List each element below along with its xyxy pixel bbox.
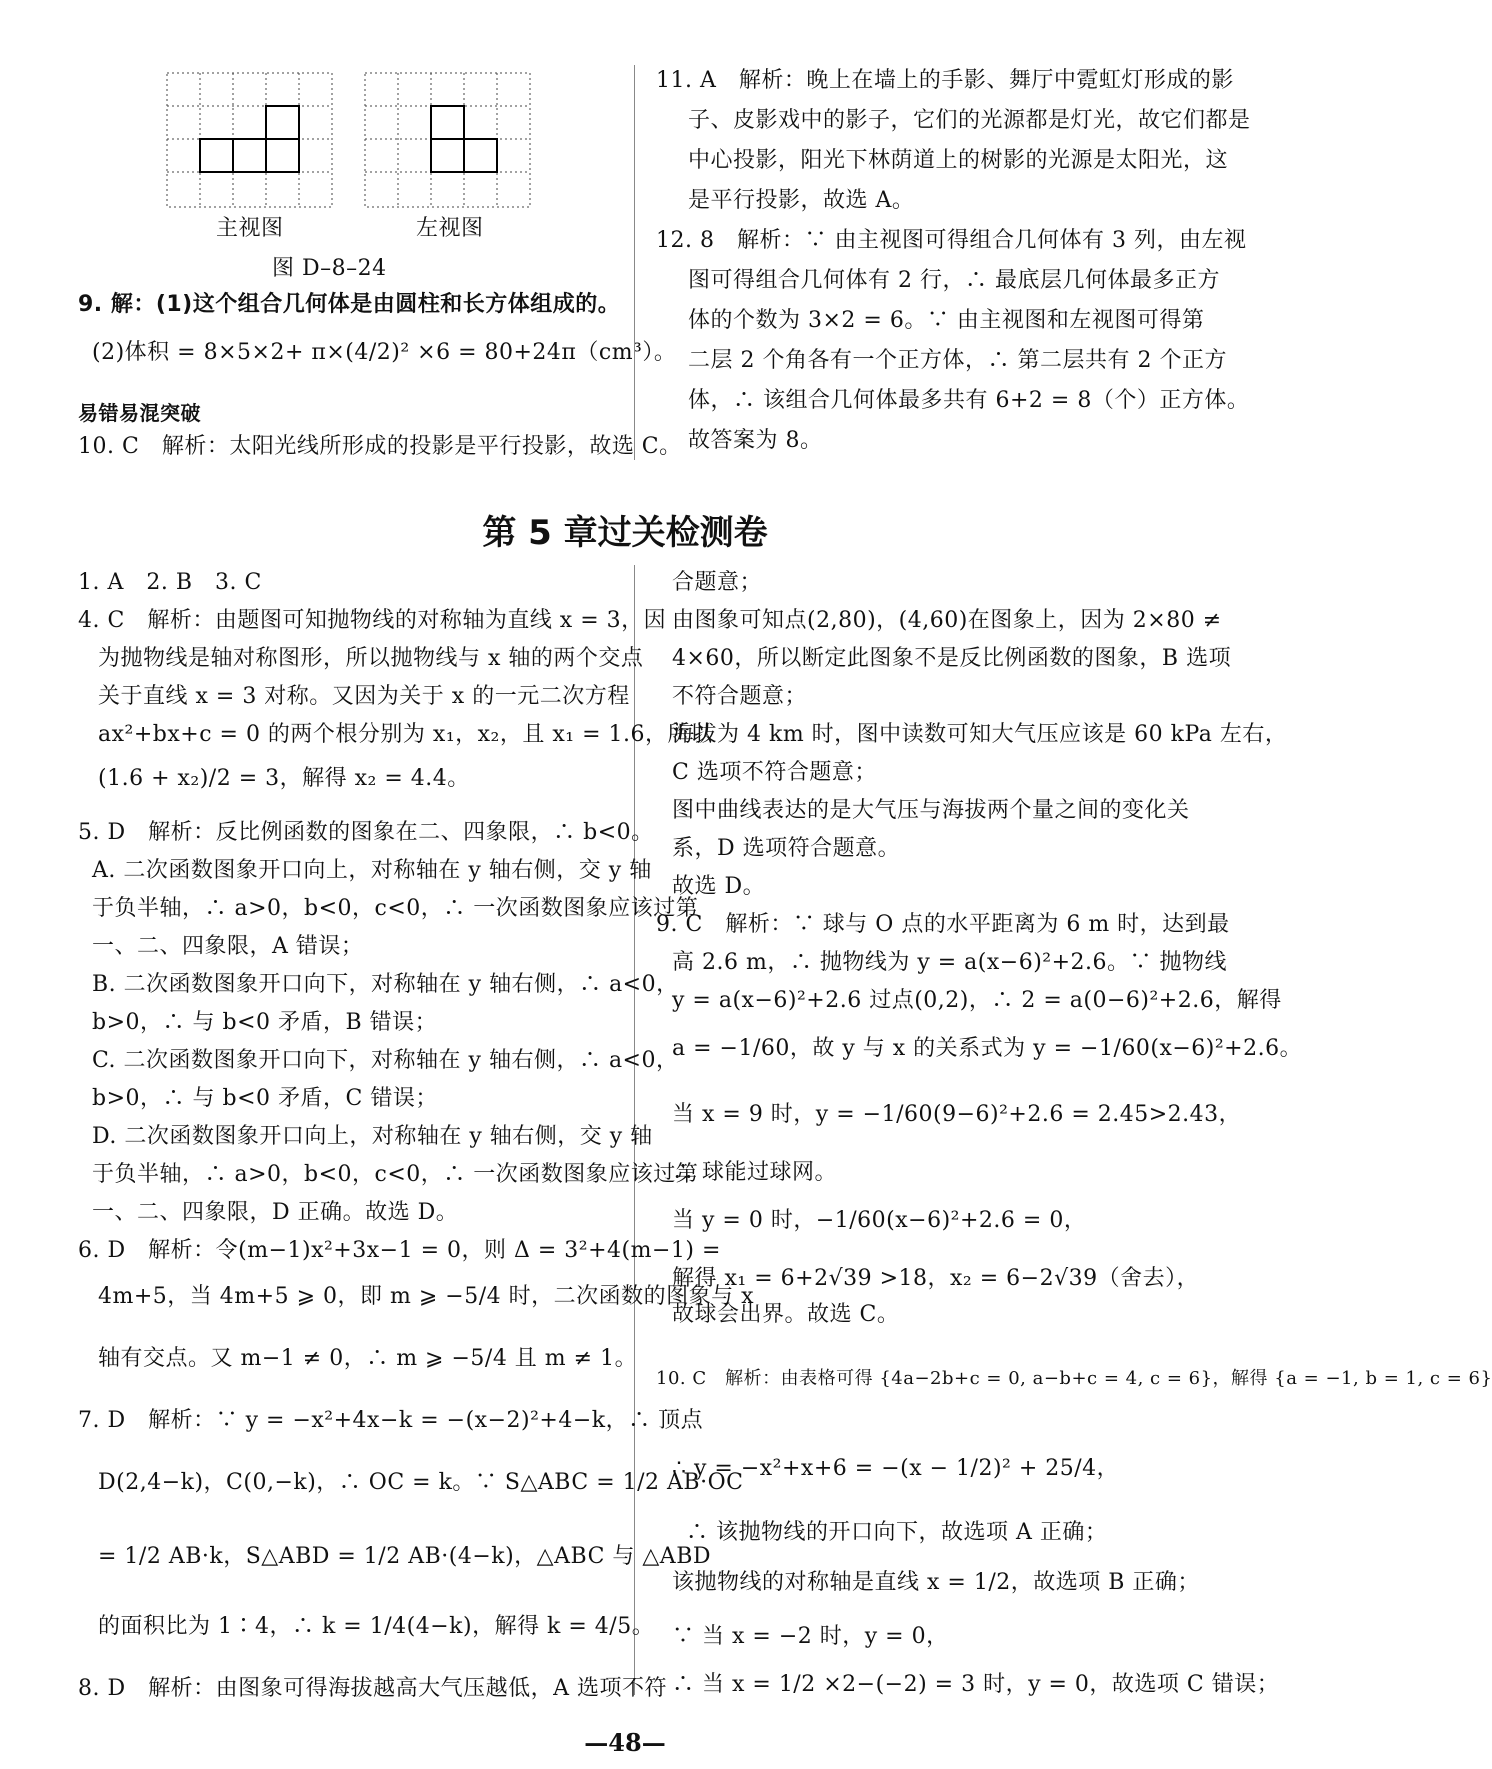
front-view-grid [166,72,336,212]
left-line: D. 二次函数图象开口向上，对称轴在 y 轴右侧，交 y 轴 [92,1124,653,1149]
right-top-line: 子、皮影戏中的影子，它们的光源都是灯光，故它们都是 [688,108,1251,133]
left-line: 一、二、四象限，A 错误； [92,934,364,959]
right-line: 9. C 解析：∵ 球与 O 点的水平距离为 6 m 时，达到最 [656,912,1230,937]
right-line: 解得 x₁ = 6+2√39 >18，x₂ = 6−2√39（舍去）， [672,1266,1200,1291]
right-line: 10. C 解析：由表格可得 {4a−2b+c = 0, a−b+c = 4, c = 6}，解得 {a = −1, b = 1, c = 6} [656,1368,1492,1389]
left-line: 的面积比为 1∶4，∴ k = 1/4(4−k)，解得 k = 4/5。 [98,1614,655,1639]
right-line: ∴ y = −x²+x+6 = −(x − 1/2)² + 25/4， [672,1456,1120,1481]
right-line: ∴ 该抛物线的开口向下，故选项 A 正确； [686,1520,1108,1545]
front-view-label: 主视图 [216,216,284,241]
answer-9-volume: (2)体积 = 8×5×2+ π×(4/2)² ×6 = 80+24π（cm³）。 [92,340,677,365]
right-top-line: 体的个数为 3×2 = 6。∵ 由主视图和左视图可得第 [688,308,1205,333]
left-line: B. 二次函数图象开口向下，对称轴在 y 轴右侧，∴ a<0， [92,972,679,997]
left-line: b>0，∴ 与 b<0 矛盾，B 错误； [92,1010,438,1035]
left-line: 8. D 解析：由图象可得海拔越高大气压越低，A 选项不符 [78,1676,668,1701]
left-view-label: 左视图 [416,216,484,241]
left-line: D(2,4−k)，C(0,−k)，∴ OC = k。∵ S△ABC = 1/2 AB·OC [98,1470,744,1495]
left-line: 4. C 解析：由题图可知抛物线的对称轴为直线 x = 3，因 [78,608,667,633]
right-top-line: 故答案为 8。 [688,428,823,453]
left-line: 关于直线 x = 3 对称。又因为关于 x 的一元二次方程 [98,684,630,709]
right-line: 合题意； [672,570,763,595]
right-line: C 选项不符合题意； [672,760,877,785]
page-number: —48— [584,1728,666,1757]
right-top-line: 12. 8 解析：∵ 由主视图可得组合几何体有 3 列，由左视 [656,228,1247,253]
right-line: 故球会出界。故选 C。 [672,1302,900,1327]
right-line: 当 x = 9 时，y = −1/60(9−6)²+2.6 = 2.45>2.43， [672,1102,1242,1127]
right-top-line: 11. A 解析：晚上在墙上的手影、舞厅中霓虹灯形成的影 [656,68,1234,93]
right-line: 由图象可知点(2,80)，(4,60)在图象上，因为 2×80 ≠ [672,608,1222,633]
left-view-grid [364,72,534,212]
right-line: 高 2.6 m，∴ 抛物线为 y = a(x−6)²+2.6。∵ 抛物线 [672,950,1228,975]
left-line: 7. D 解析：∵ y = −x²+4x−k = −(x−2)²+4−k，∴ 顶点 [78,1408,704,1433]
right-line: 系，D 选项符合题意。 [672,836,901,861]
section-label: 易错易混突破 [78,401,201,425]
right-top-line: 图可得组合几何体有 2 行，∴ 最底层几何体最多正方 [688,268,1220,293]
right-top-line: 是平行投影，故选 A。 [688,188,915,213]
column-divider-top [634,65,635,460]
figure-caption: 图 D–8–24 [272,256,387,281]
right-line: 当 y = 0 时，−1/60(x−6)²+2.6 = 0， [672,1208,1087,1233]
right-line: 4×60，所以断定此图象不是反比例函数的图象，B 选项 [672,646,1232,671]
right-line: 图中曲线表达的是大气压与海拔两个量之间的变化关 [672,798,1190,823]
left-line: 5. D 解析：反比例函数的图象在二、四象限，∴ b<0。 [78,820,654,845]
right-line: 该抛物线的对称轴是直线 x = 1/2，故选项 B 正确； [672,1570,1200,1595]
right-line: a = −1/60，故 y 与 x 的关系式为 y = −1/60(x−6)²+2.6。 [672,1036,1303,1061]
right-line: ∴ 球能过球网。 [672,1160,837,1185]
left-line: C. 二次函数图象开口向下，对称轴在 y 轴右侧，∴ a<0， [92,1048,679,1073]
right-line: 海拔为 4 km 时，图中读数可知大气压应该是 60 kPa 左右， [672,722,1288,747]
left-line: (1.6 + x₂)/2 = 3，解得 x₂ = 4.4。 [98,766,470,791]
left-line: ax²+bx+c = 0 的两个根分别为 x₁，x₂，且 x₁ = 1.6，所以 [98,722,713,747]
left-line: 一、二、四象限，D 正确。故选 D。 [92,1200,459,1225]
left-line: A. 二次函数图象开口向上，对称轴在 y 轴右侧，交 y 轴 [92,858,652,883]
right-line: ∵ 当 x = −2 时，y = 0， [672,1624,949,1649]
left-line: 为抛物线是轴对称图形，所以抛物线与 x 轴的两个交点 [98,646,644,671]
right-line: y = a(x−6)²+2.6 过点(0,2)，∴ 2 = a(0−6)²+2.6，解得 [672,988,1282,1013]
answer-9: 9. 解：(1)这个组合几何体是由圆柱和长方体组成的。 [78,292,621,317]
right-top-line: 体，∴ 该组合几何体最多共有 6+2 = 8（个）正方体。 [688,388,1250,413]
left-line: 于负半轴，∴ a>0，b<0，c<0，∴ 一次函数图象应该过第 [92,1162,699,1187]
left-line: b>0，∴ 与 b<0 矛盾，C 错误； [92,1086,438,1111]
section-title: 第 5 章过关检测卷 [482,513,768,553]
answer-10: 10. C 解析：太阳光线所形成的投影是平行投影，故选 C。 [78,434,682,459]
left-line: = 1/2 AB·k，S△ABD = 1/2 AB·(4−k)，△ABC 与 △ABD [98,1544,711,1569]
right-top-line: 二层 2 个角各有一个正方体，∴ 第二层共有 2 个正方 [688,348,1227,373]
right-line: 不符合题意； [672,684,808,709]
left-line: 4m+5，当 4m+5 ⩾ 0，即 m ⩾ −5/4 时，二次函数的图象与 x [98,1284,754,1309]
right-line: 故选 D。 [672,874,766,899]
left-line: 于负半轴，∴ a>0，b<0，c<0，∴ 一次函数图象应该过第 [92,896,699,921]
left-line: 1. A 2. B 3. C [78,570,262,595]
right-line: ∴ 当 x = 1/2 ×2−(−2) = 3 时，y = 0，故选项 C 错误； [672,1672,1280,1697]
left-line: 轴有交点。又 m−1 ≠ 0，∴ m ⩾ −5/4 且 m ≠ 1。 [98,1346,638,1371]
left-line: 6. D 解析：令(m−1)x²+3x−1 = 0，则 Δ = 3²+4(m−1) = [78,1238,721,1263]
right-top-line: 中心投影，阳光下林荫道上的树影的光源是太阳光，这 [688,148,1229,173]
